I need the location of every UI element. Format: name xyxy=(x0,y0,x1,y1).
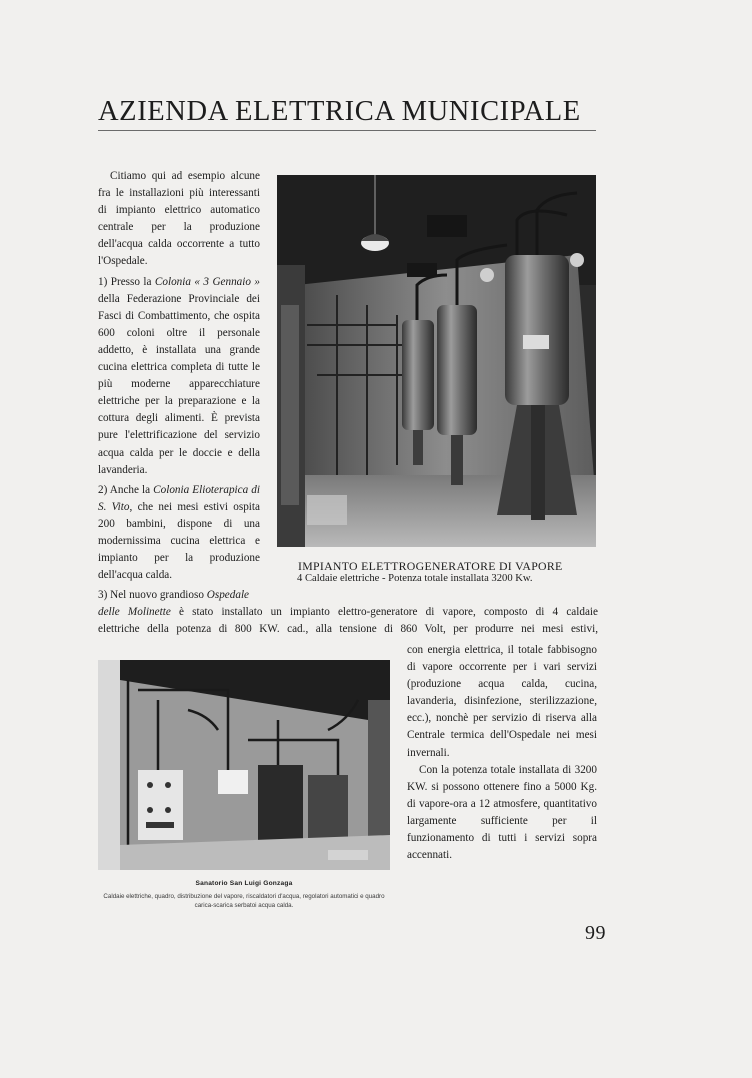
italic-place-name: Colonia Elioterapica di S. Vito xyxy=(98,483,260,513)
italic-place-name: Ospedale xyxy=(206,589,250,601)
italic-place-name: Colonia « 3 Gennaio » xyxy=(154,275,260,288)
photo-caption-subtitle: 4 Caldaie elettriche - Potenza totale installata 3200 Kw. xyxy=(297,573,533,584)
paragraph-ospedale-start xyxy=(98,587,260,604)
text-span: 2) Anche la xyxy=(98,483,154,496)
text-span: 3) Nel nuovo grandioso xyxy=(98,589,207,601)
sanatorium-caption-text: Caldaie elettriche, quadro, distribuzione del vapore, riscaldatori d'acqua, regolatori automatici e quadro carica-scarica serbatoi acqua calda. xyxy=(103,893,385,909)
italic-place-name: delle Molinette xyxy=(98,606,171,618)
photo-steam-generator xyxy=(277,175,596,547)
text-span: della Federazione Provinciale dei Fasci di Combattimento, che ospita 600 coloni oltre il personale addetto, è installata una grande cucina elettrica completa di tutte le più moderne apparecchiature elettriche per la preparazione e la cottura degli alimenti. È prevista pure l'elettrificazione del servizio acqua calda per le doccie e della lavanderia. xyxy=(98,292,260,476)
text-span: , che nei mesi estivi ospita 200 bambini, dispone di una modernissima cucina elettrica e impianto per la produzione dell'acqua calda. xyxy=(98,500,260,582)
page-number: 99 xyxy=(585,922,606,944)
paragraph-intro: Citiamo qui ad esempio alcune fra le installazioni più interessanti di impianto elettrico automatico centrale per la produzione dell'acqua calda occorrente a tutto l'Ospedale. xyxy=(98,170,260,268)
photo-caption-title: IMPIANTO ELETTROGENERATORE DI VAPORE xyxy=(298,559,563,573)
full-width-line-2: elettriche della potenza di 800 KW. cad., alla tensione di 860 Volt, per produrre nei mesi estivi, xyxy=(98,623,598,636)
photo-sanatorium-image xyxy=(98,660,390,870)
text-span: è stato installato un impianto elettro-generatore di vapore, composto di 4 caldaie xyxy=(170,606,598,618)
full-width-text xyxy=(98,604,598,638)
photo-steam-generator-image xyxy=(277,175,596,547)
paragraph-colonia-3-gennaio xyxy=(98,274,260,479)
paragraph-total-power: Con la potenza totale installata di 3200 KW. si possono ottenere fino a 5000 Kg. di vapore-ora a 12 atmosfere, quantitativo largamente sufficiente per il funzionamento di tutti i servizi sopra accennati. xyxy=(407,763,597,862)
photo-sanatorium xyxy=(98,660,390,870)
left-text-continuation xyxy=(98,587,260,604)
paragraph-colonia-s-vito xyxy=(98,482,260,585)
paragraph-steam-needs: con energia elettrica, il totale fabbisogno di vapore occorrente per i vari servizi (produzione acqua calda, cucina, lavanderia, disinfezione, sterilizzazione, ecc.), nonchè per servizio di riserva alla Centrale termica dell'Ospedale nei mesi invernali. xyxy=(407,644,597,759)
full-width-line-1 xyxy=(98,604,598,621)
text-span: 1) Presso la xyxy=(98,275,155,288)
right-text-column xyxy=(407,642,597,864)
page-title: AZIENDA ELETTRICA MUNICIPALE xyxy=(98,96,581,127)
left-text-column xyxy=(98,168,260,584)
sanatorium-caption-title: Sanatorio San Luigi Gonzaga xyxy=(195,880,293,887)
title-rule xyxy=(98,130,596,131)
